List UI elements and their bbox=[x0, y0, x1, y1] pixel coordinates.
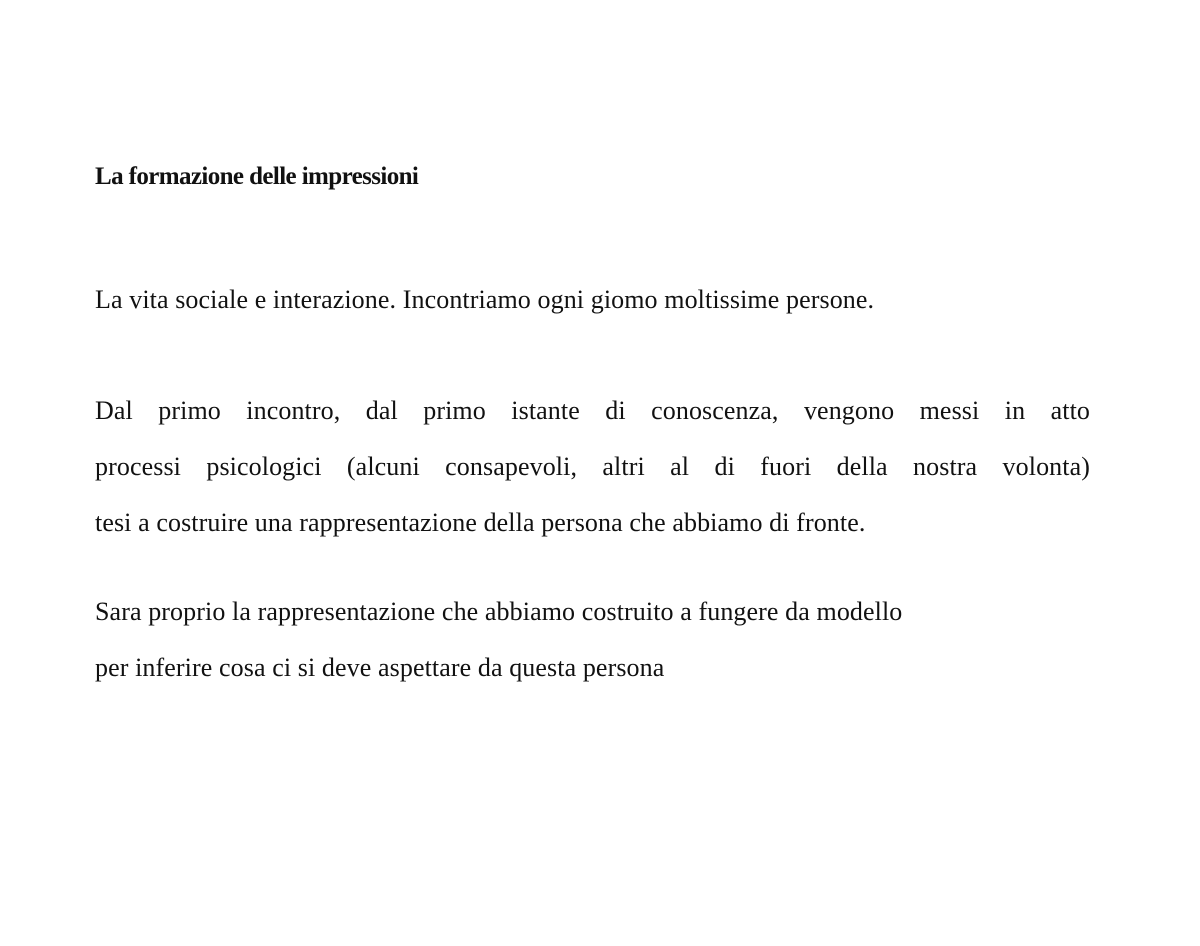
paragraph-1-line-1: La vita sociale e interazione. Incontriamo ogni giomo moltissime persone. bbox=[95, 285, 875, 314]
paragraph-2 bbox=[95, 383, 1090, 551]
paragraph-2-line-2: processi psicologici (alcuni consapevoli, altri al di fuori della nostra volonta) bbox=[95, 452, 1090, 481]
paragraph-3 bbox=[95, 584, 1090, 696]
document-title: La formazione delle impressioni bbox=[95, 163, 419, 190]
document-body bbox=[95, 158, 1090, 696]
paragraph-3-line-1: Sara proprio la rappresentazione che abbiamo costruito a fungere da modello bbox=[95, 597, 903, 626]
paragraph-1 bbox=[95, 272, 1090, 328]
paragraph-2-line-1: Dal primo incontro, dal primo istante di conoscenza, vengono messi in atto bbox=[95, 396, 1090, 425]
paragraph-3-line-2: per inferire cosa ci si deve aspettare da questa persona bbox=[95, 653, 665, 682]
paragraph-2-line-3: tesi a costruire una rappresentazione della persona che abbiamo di fronte. bbox=[95, 508, 866, 537]
